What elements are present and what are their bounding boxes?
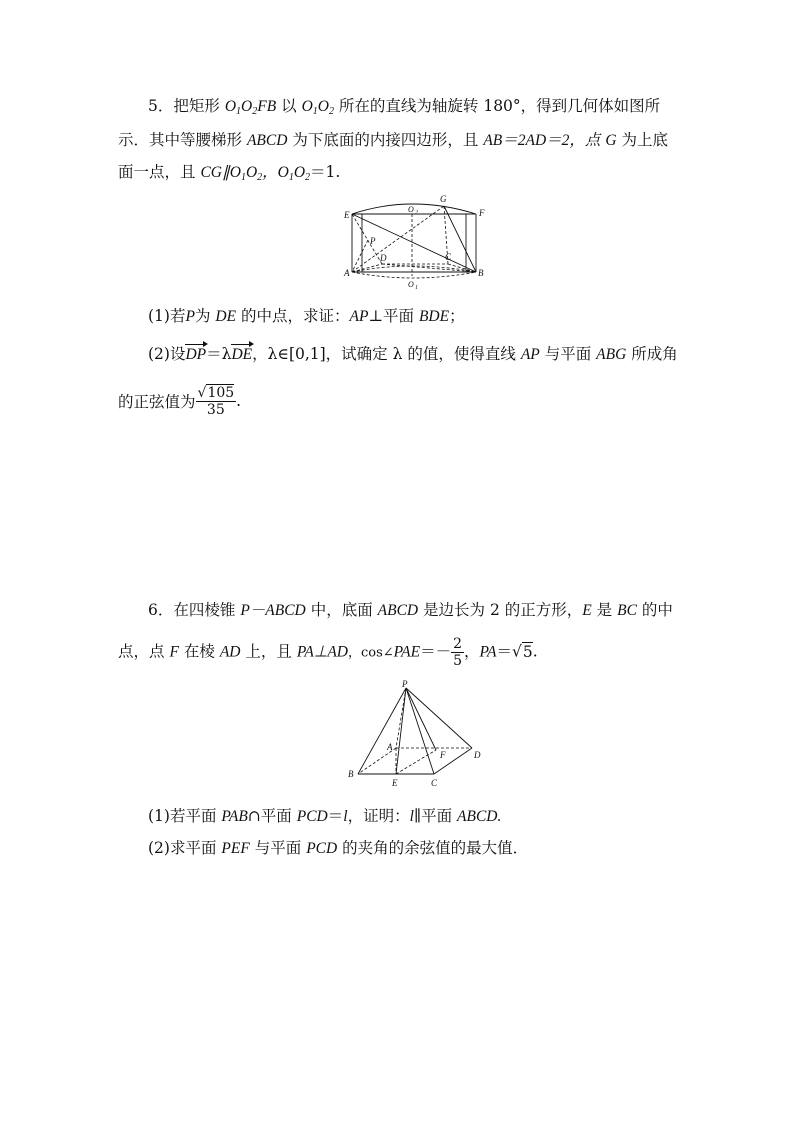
q5-rect-name: $O_1O_2FB$: [224, 98, 277, 117]
vector-DP: DP: [185, 346, 207, 363]
q5-label-F: F: [479, 208, 485, 218]
q6-label-P: P: [402, 679, 408, 689]
q5-label-E: E: [344, 210, 350, 220]
q6-label-E: E: [392, 778, 398, 788]
q5-label-O2: O: [408, 205, 414, 214]
q5-sub-1: (1)若P为 DE 的中点，求证：AP⊥平面 BDE；: [148, 307, 465, 325]
q5-label-B: B: [478, 268, 484, 278]
q5-label-C: C: [445, 252, 452, 262]
q5-line-3: 面一点，且 $CG\parallel O_1O_2$，$O_1O_2=1$.: [118, 163, 341, 183]
q6-number: 6．在四棱锥: [148, 601, 236, 619]
q6-label-F: F: [440, 750, 446, 760]
q6-label-B: B: [348, 769, 354, 779]
vector-DE: DE: [231, 346, 253, 363]
q6-line-1: 6．在四棱锥 P－ABCD 中，底面 ABCD 是边长为 2 的正方形，E 是 BC 的中: [148, 601, 673, 619]
q5-sub-2: (2)设DP＝λDE，λ∈[0,1]，试确定 λ 的值，使得直线 AP 与平面 ABG 所成角: [148, 345, 678, 363]
q5-geometry-figure: [338, 192, 488, 292]
q5-label-A: A: [344, 268, 350, 278]
q5-sub-2-cont: 的正弦值为 $\frac{√105}{35}$ .: [118, 385, 242, 418]
q5-label-O1: O: [408, 280, 414, 289]
q5-top-arc: [352, 204, 476, 214]
q5-label-P: P: [370, 236, 376, 246]
q6-sub-2: (2)求平面 PEF 与平面 PCD 的夹角的余弦值的最大值．: [148, 839, 529, 857]
q6-sub-1: (1)若平面 PAB∩平面 PCD＝l，证明：l∥平面 ABCD.: [148, 807, 502, 825]
q5-axis-name: $O_1O_2$: [301, 98, 334, 117]
q5-sine-fraction: $\frac{√105}{35}$: [197, 385, 235, 418]
q6-label-A: A: [387, 742, 393, 752]
svg-text:1: 1: [415, 285, 418, 291]
q6-pyramid-figure: [344, 678, 494, 790]
q6-line-2: 点，点 F 在棱 AD 上，且 PA⊥AD，cos∠PAE＝－ $\frac{2}{5}$ ，PA＝√5.: [118, 636, 538, 669]
q6-label-D: D: [474, 750, 481, 760]
q6-label-C: C: [431, 778, 438, 788]
q5-label-G: G: [440, 194, 447, 204]
q5-line-1: 5．把矩形 $O_1O_2FB$ 以 $O_1O_2$ 所在的直线为轴旋转 180°，得到几何体如图所: [148, 97, 661, 117]
q5-line-2: 示．其中等腰梯形 ABCD 为下底面的内接四边形，且 AB＝2AD＝2，点 G 为上底: [118, 131, 669, 149]
svg-text:2: 2: [415, 210, 418, 216]
q6-cos-fraction: $\frac{2}{5}$: [453, 636, 462, 669]
q5-number: 5．: [148, 97, 174, 115]
q5-label-D: D: [380, 253, 387, 263]
